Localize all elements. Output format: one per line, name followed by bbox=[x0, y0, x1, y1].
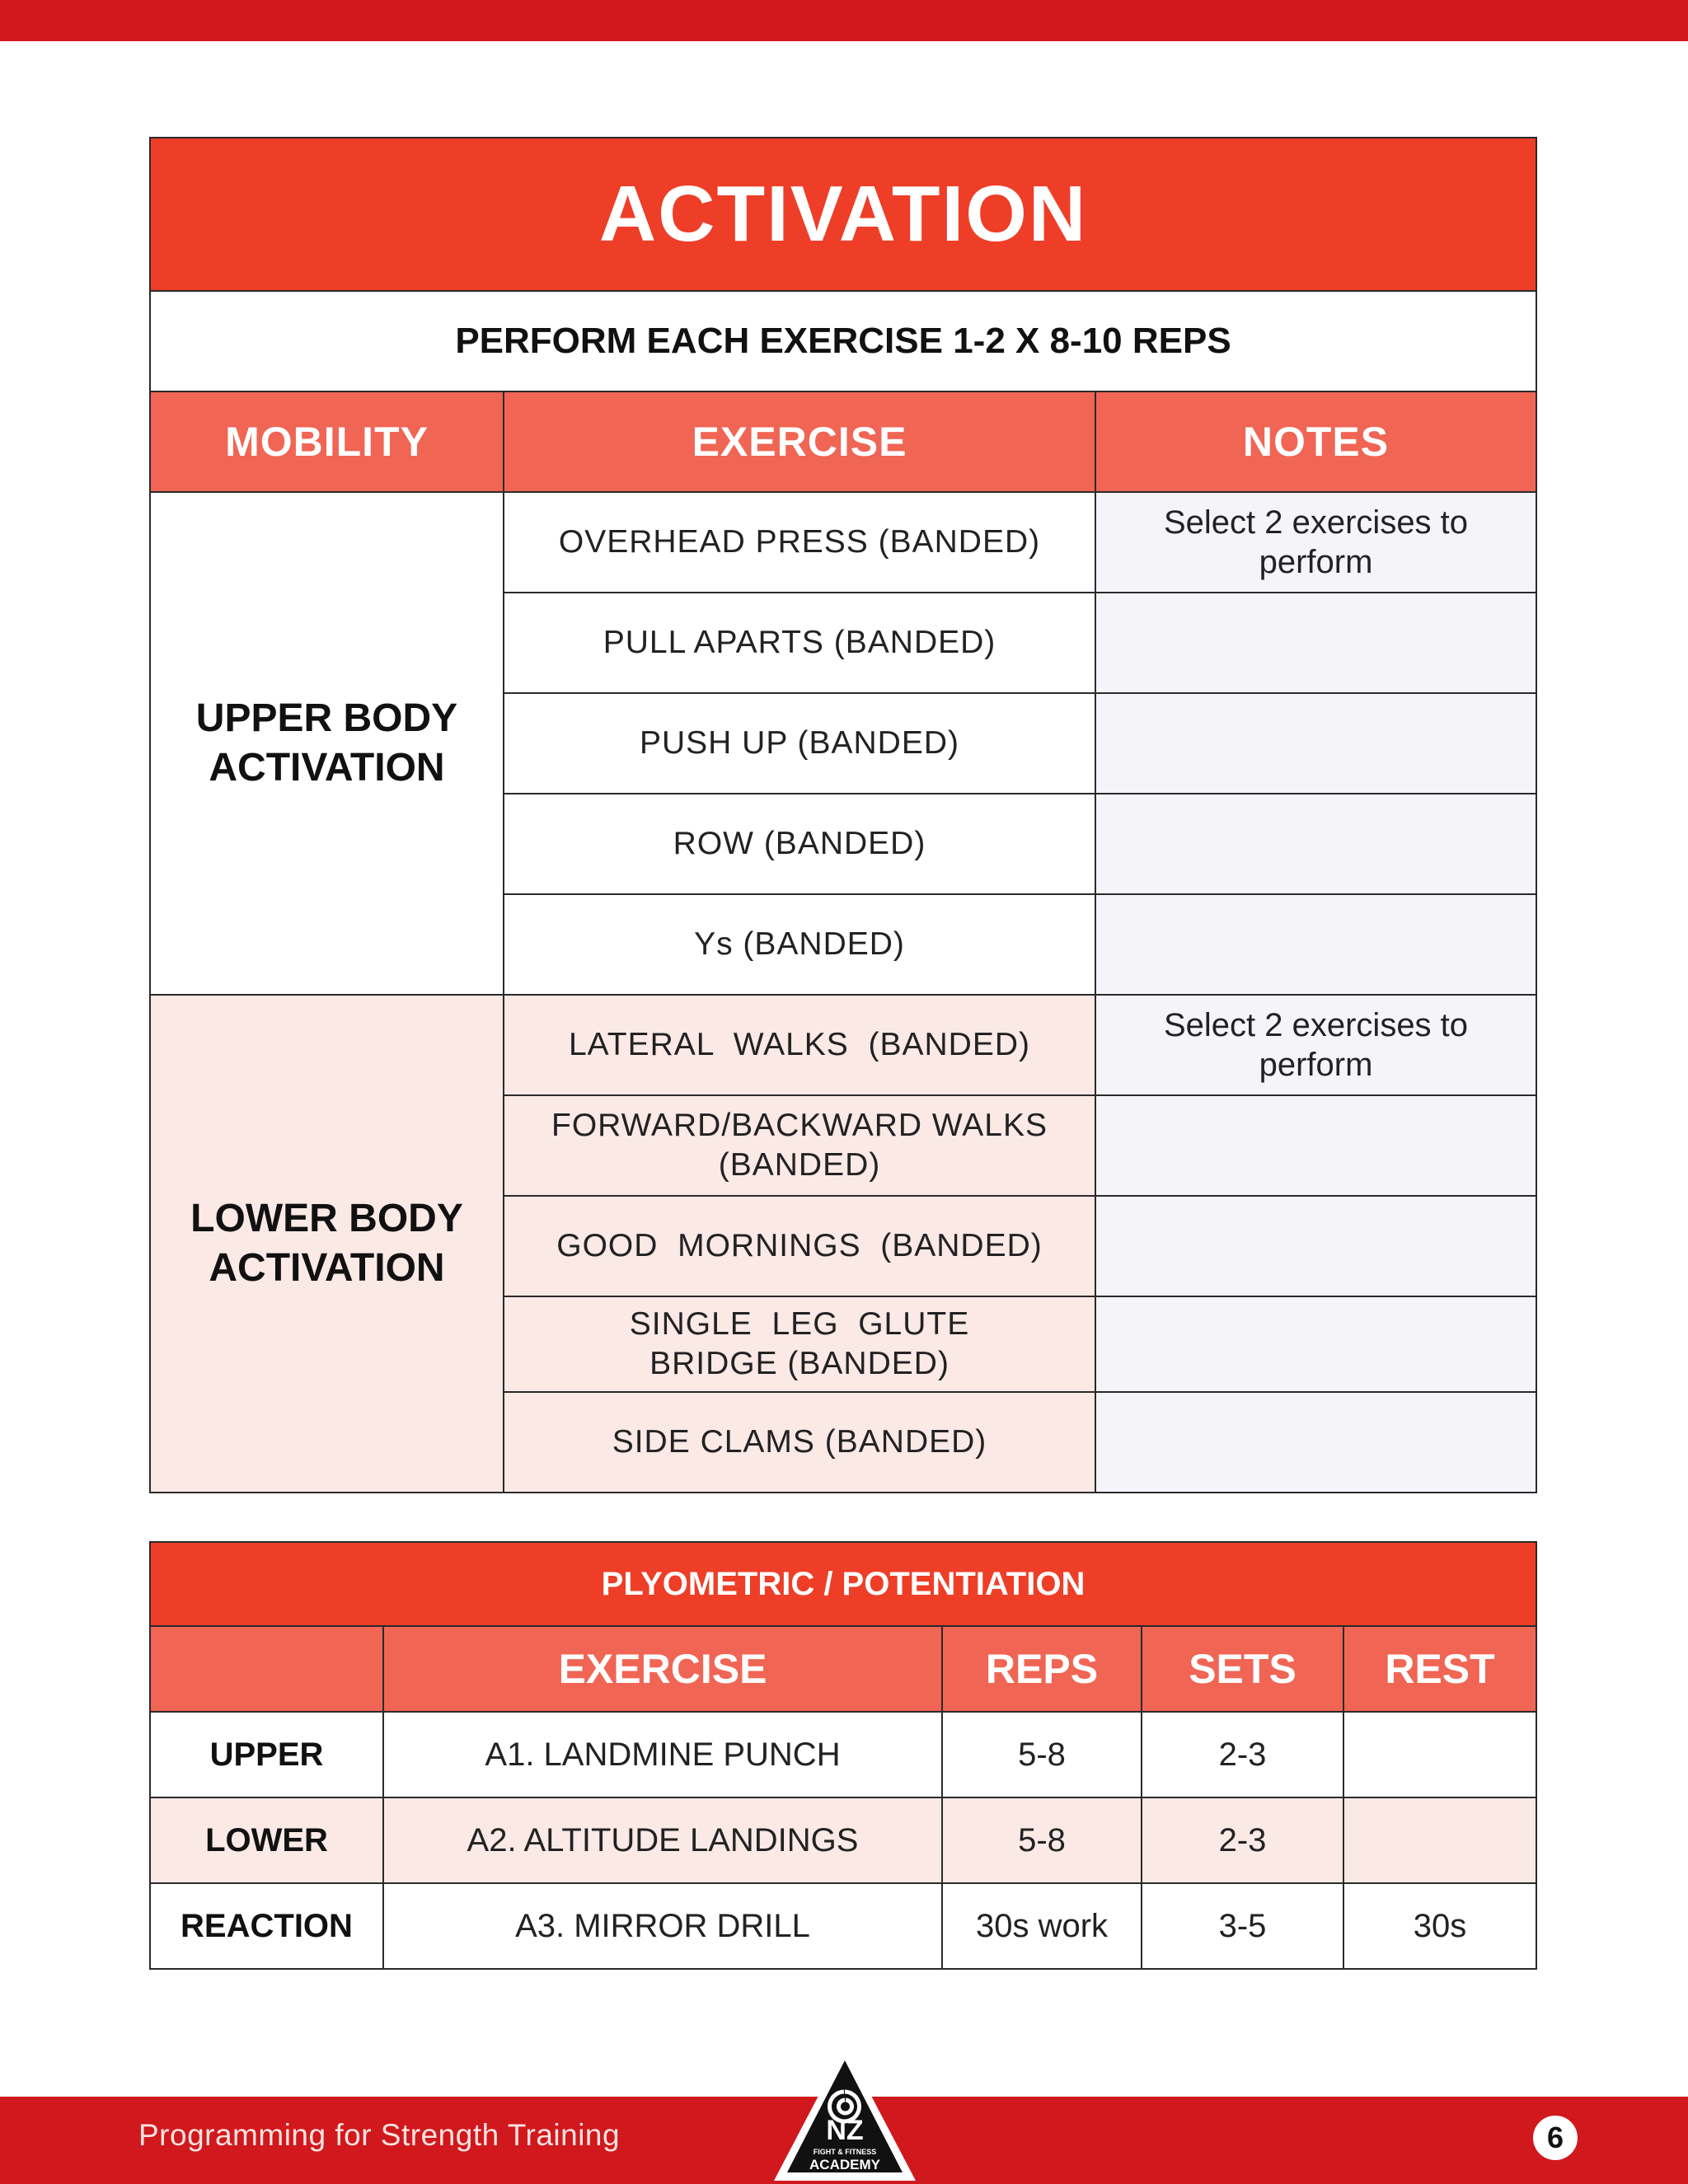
page-number: 6 bbox=[1533, 2116, 1578, 2160]
note-cell-empty bbox=[1095, 1392, 1536, 1493]
exercise-text: FORWARD/BACKWARD WALKS (BANDED) bbox=[551, 1108, 1048, 1183]
exercise-cell: OVERHEAD PRESS (BANDED) bbox=[504, 492, 1095, 593]
category-lower-label: LOWER BODY ACTIVATION bbox=[190, 1197, 463, 1290]
row-rest: 30s bbox=[1343, 1883, 1536, 1969]
activation-title: ACTIVATION bbox=[150, 138, 1536, 291]
exercise-cell: GOOD MORNINGS (BANDED) bbox=[504, 1196, 1095, 1296]
row-exercise: A3. MIRROR DRILL bbox=[383, 1883, 942, 1969]
nz-academy-logo-icon bbox=[771, 2042, 919, 2184]
row-reps: 5-8 bbox=[942, 1712, 1142, 1797]
note-cell-empty bbox=[1095, 1296, 1536, 1392]
row-category: UPPER bbox=[150, 1712, 383, 1797]
header-category bbox=[150, 1626, 383, 1712]
note-cell-empty bbox=[1095, 593, 1536, 693]
exercise-cell: PUSH UP (BANDED) bbox=[504, 693, 1095, 794]
header-rest: REST bbox=[1343, 1626, 1536, 1712]
note-cell-empty bbox=[1095, 693, 1536, 794]
category-lower-body bbox=[150, 995, 504, 1493]
row-reps: 30s work bbox=[942, 1883, 1142, 1969]
row-exercise: A2. ALTITUDE LANDINGS bbox=[383, 1797, 942, 1883]
header-exercise: EXERCISE bbox=[383, 1626, 942, 1712]
row-rest bbox=[1343, 1712, 1536, 1797]
row-exercise: A1. LANDMINE PUNCH bbox=[383, 1712, 942, 1797]
row-reps: 5-8 bbox=[942, 1797, 1142, 1883]
table-row bbox=[150, 1712, 1536, 1797]
row-category: LOWER bbox=[150, 1797, 383, 1883]
category-upper-body bbox=[150, 492, 504, 995]
table-row bbox=[150, 1883, 1536, 1969]
logo-mark: NZ bbox=[826, 2115, 864, 2146]
note-text: Select 2 exercises to perform bbox=[1163, 504, 1469, 580]
row-sets: 2-3 bbox=[1142, 1797, 1343, 1883]
header-notes: NOTES bbox=[1095, 391, 1536, 492]
header-mobility: MOBILITY bbox=[150, 391, 504, 492]
exercise-text: SINGLE LEG GLUTE BRIDGE (BANDED) bbox=[629, 1306, 989, 1381]
exercise-cell bbox=[504, 1296, 1095, 1392]
exercise-cell: Ys (BANDED) bbox=[504, 894, 1095, 995]
exercise-cell: ROW (BANDED) bbox=[504, 794, 1095, 894]
note-cell-empty bbox=[1095, 1095, 1536, 1196]
row-sets: 2-3 bbox=[1142, 1712, 1343, 1797]
exercise-cell bbox=[504, 1095, 1095, 1196]
plyometric-table bbox=[149, 1541, 1536, 1970]
row-sets: 3-5 bbox=[1142, 1883, 1343, 1969]
activation-table bbox=[149, 137, 1536, 1493]
logo-line2: ACADEMY bbox=[809, 2157, 880, 2172]
note-cell-empty bbox=[1095, 894, 1536, 995]
note-cell bbox=[1095, 995, 1536, 1095]
table-row bbox=[150, 1797, 1536, 1883]
header-sets: SETS bbox=[1142, 1626, 1343, 1712]
exercise-cell: LATERAL WALKS (BANDED) bbox=[504, 995, 1095, 1095]
note-cell bbox=[1095, 492, 1536, 593]
note-cell-empty bbox=[1095, 1196, 1536, 1296]
top-bar bbox=[0, 0, 1688, 41]
category-upper-label: UPPER BODY ACTIVATION bbox=[195, 696, 458, 790]
row-category: REACTION bbox=[150, 1883, 383, 1969]
activation-subtitle: PERFORM EACH EXERCISE 1-2 X 8-10 REPS bbox=[150, 291, 1536, 391]
exercise-cell: PULL APARTS (BANDED) bbox=[504, 593, 1095, 693]
exercise-cell: SIDE CLAMS (BANDED) bbox=[504, 1392, 1095, 1493]
note-cell-empty bbox=[1095, 794, 1536, 894]
plyometric-title: PLYOMETRIC / POTENTIATION bbox=[150, 1542, 1536, 1626]
header-reps: REPS bbox=[942, 1626, 1142, 1712]
logo-line1: FIGHT & FITNESS bbox=[813, 2148, 877, 2156]
header-exercise: EXERCISE bbox=[504, 391, 1095, 492]
note-text: Select 2 exercises to perform bbox=[1163, 1007, 1469, 1083]
footer-title: Programming for Strength Training bbox=[138, 2118, 621, 2152]
row-rest bbox=[1343, 1797, 1536, 1883]
